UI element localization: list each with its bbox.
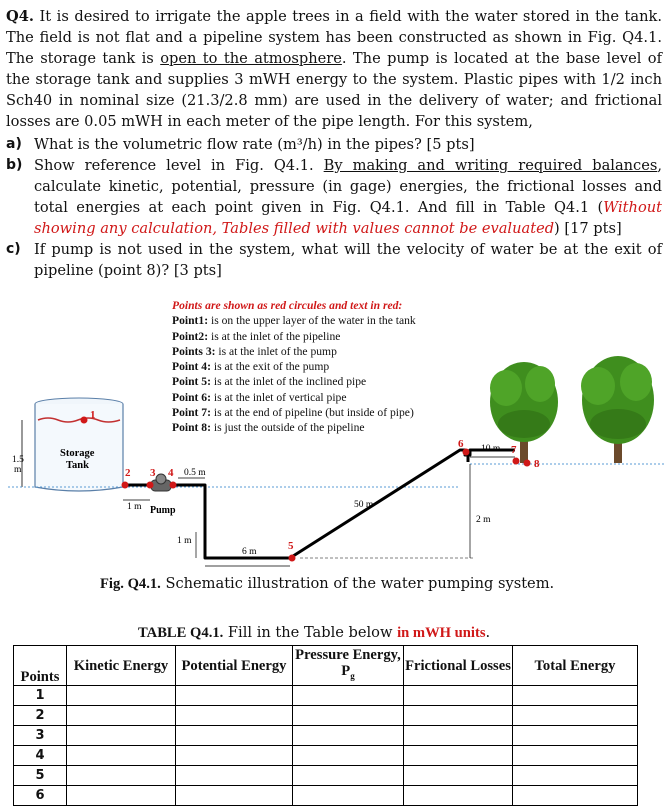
point-6-marker	[463, 449, 470, 456]
cell-input[interactable]	[67, 706, 176, 726]
cell-input[interactable]	[67, 686, 176, 706]
energy-table	[13, 645, 638, 806]
cell-input[interactable]	[513, 706, 638, 726]
dim-0-5m: 0.5 m	[184, 468, 206, 478]
cell-input[interactable]	[293, 686, 404, 706]
legend-line: Points 3: is at the inlet of the pump	[172, 344, 337, 358]
cell-input[interactable]	[293, 706, 404, 726]
cell-input[interactable]	[176, 766, 293, 786]
open-atmosphere-text: open to the atmosphere	[160, 50, 342, 67]
legend-line: Point2: is at the inlet of the pipeline	[172, 329, 341, 343]
cell-input[interactable]	[404, 726, 513, 746]
cell-input[interactable]	[176, 726, 293, 746]
cell-input[interactable]	[513, 726, 638, 746]
cell-input[interactable]	[176, 746, 293, 766]
points-legend: Points are shown as red circules and text in red: Point1: is on the upper layer of the water in the tank Point2: is at the inlet of the pipeline Points 3: is at the inlet of the pump Point 4: is at the exit of the pump Point 5: is at the inlet of the inclined pipe Point 6: is at the inlet of vertical pipe Point 7: is at the end of pipeline (but inside of pipe) Point 8: is just the outside of the pipeline	[172, 299, 416, 435]
col-total: Total Energy	[513, 646, 638, 686]
col-friction: Frictional Losses	[404, 646, 513, 686]
point-3-marker	[147, 482, 154, 489]
cell-input[interactable]	[67, 766, 176, 786]
point-4-label: 4	[168, 467, 174, 479]
point-7-label: 7	[511, 444, 517, 456]
point-8-marker	[524, 460, 531, 467]
tank-label: Storage	[60, 448, 95, 459]
point-5-marker	[289, 555, 296, 562]
item-a: a) What is the volumetric flow rate (m³/h) in the pipes? [5 pts]	[6, 136, 475, 153]
point-8-label: 8	[534, 458, 540, 470]
svg-text:1.5: 1.5	[12, 455, 24, 465]
cell-input[interactable]	[67, 746, 176, 766]
legend-line: Point 7: is at the end of pipeline (but inside of pipe)	[172, 406, 414, 420]
dim-2m: 2 m	[476, 515, 491, 525]
col-potential: Potential Energy	[176, 646, 293, 686]
cell-input[interactable]	[293, 786, 404, 806]
legend-line: Point1: is on the upper layer of the water in the tank	[172, 314, 416, 328]
dim-10m: 10 m	[481, 444, 501, 454]
cell-input[interactable]	[176, 706, 293, 726]
figure-caption: Fig. Q4.1. Schematic illustration of the water pumping system.	[100, 575, 555, 592]
col-kinetic: Kinetic Energy	[67, 646, 176, 686]
cell-input[interactable]	[513, 746, 638, 766]
question-paragraph: Q4. It is desired to irrigate the apple trees in a field with the water stored in the tank. The field is not flat and a pipeline system has been constructed as shown in Fig. Q4.1. The storage tank is open to the atmosphere. The pump is located at the base level of the storage tank and supplies 3 mWH energy to the system. Plastic pipes with 1/2 inch Sch40 in nominal size (21.3/2.8 mm) are used in the delivery of water; and frictional losses are 0.05 mWH in each meter of the pipe length. For this system,	[6, 8, 662, 130]
cell-input[interactable]	[67, 726, 176, 746]
legend-line: Point 4: is at the exit of the pump	[172, 360, 330, 374]
cell-input[interactable]	[513, 766, 638, 786]
cell-input[interactable]	[176, 786, 293, 806]
svg-text:m: m	[14, 465, 22, 475]
point-6-label: 6	[458, 438, 464, 450]
question-number: Q4.	[6, 8, 34, 25]
dim-1m-horizontal: 1 m	[127, 502, 142, 512]
table-row: 3	[14, 726, 638, 746]
table-row: 2	[14, 706, 638, 726]
cell-input[interactable]	[404, 746, 513, 766]
cell-input[interactable]	[404, 766, 513, 786]
cell-input[interactable]	[513, 786, 638, 806]
point-4-marker	[170, 482, 177, 489]
apple-tree-icon	[581, 356, 654, 463]
dim-1m-vertical: 1 m	[177, 536, 192, 546]
cell-input[interactable]	[176, 686, 293, 706]
point-7-marker	[513, 458, 520, 465]
table-row: 1	[14, 686, 638, 706]
point-5-label: 5	[288, 540, 294, 552]
legend-line: Point 8: is just the outside of the pipeline	[172, 421, 365, 435]
legend-line: Point 6: is at the inlet of vertical pipe	[172, 390, 347, 404]
item-c: c) If pump is not used in the system, what will the velocity of water be at the exit of pipeline (point 8)? [3 pts]	[6, 241, 662, 279]
cell-input[interactable]	[67, 786, 176, 806]
point-2-marker	[122, 482, 129, 489]
table-row: 5	[14, 766, 638, 786]
point-1-marker	[81, 417, 88, 424]
pump-label: Pump	[150, 505, 176, 516]
dim-6m: 6 m	[242, 547, 257, 557]
cell-input[interactable]	[404, 706, 513, 726]
point-3-label: 3	[150, 467, 156, 479]
question-items	[6, 134, 662, 281]
cell-input[interactable]	[404, 686, 513, 706]
point-1-label: 1	[90, 409, 96, 421]
cell-input[interactable]	[293, 766, 404, 786]
cell-input[interactable]	[293, 746, 404, 766]
point-2-label: 2	[125, 467, 131, 479]
item-b: b) Show reference level in Fig. Q4.1. By making and writing required balances, calculate kinetic, potential, pressure (in gage) energies, the frictional losses and total energies at each point given in Fig. Q4.1. And fill in Table Q4.1 (Without showing any calculation, Tables filled with values cannot be evaluated) [17 pts]	[6, 157, 662, 237]
cell-input[interactable]	[513, 686, 638, 706]
table-caption: TABLE Q4.1. Fill in the Table below in mWH units.	[138, 624, 491, 641]
table-row: 4	[14, 746, 638, 766]
tank-label: Tank	[66, 460, 89, 471]
legend-line: Point 5: is at the inlet of the inclined pipe	[172, 375, 367, 389]
col-pressure: Pressure Energy, $P_g$	[293, 646, 404, 686]
table-row: 6	[14, 786, 638, 806]
dim-50m: 50 m	[354, 500, 374, 510]
storage-tank	[35, 398, 123, 491]
col-points: Points	[14, 646, 67, 686]
cell-input[interactable]	[404, 786, 513, 806]
cell-input[interactable]	[293, 726, 404, 746]
